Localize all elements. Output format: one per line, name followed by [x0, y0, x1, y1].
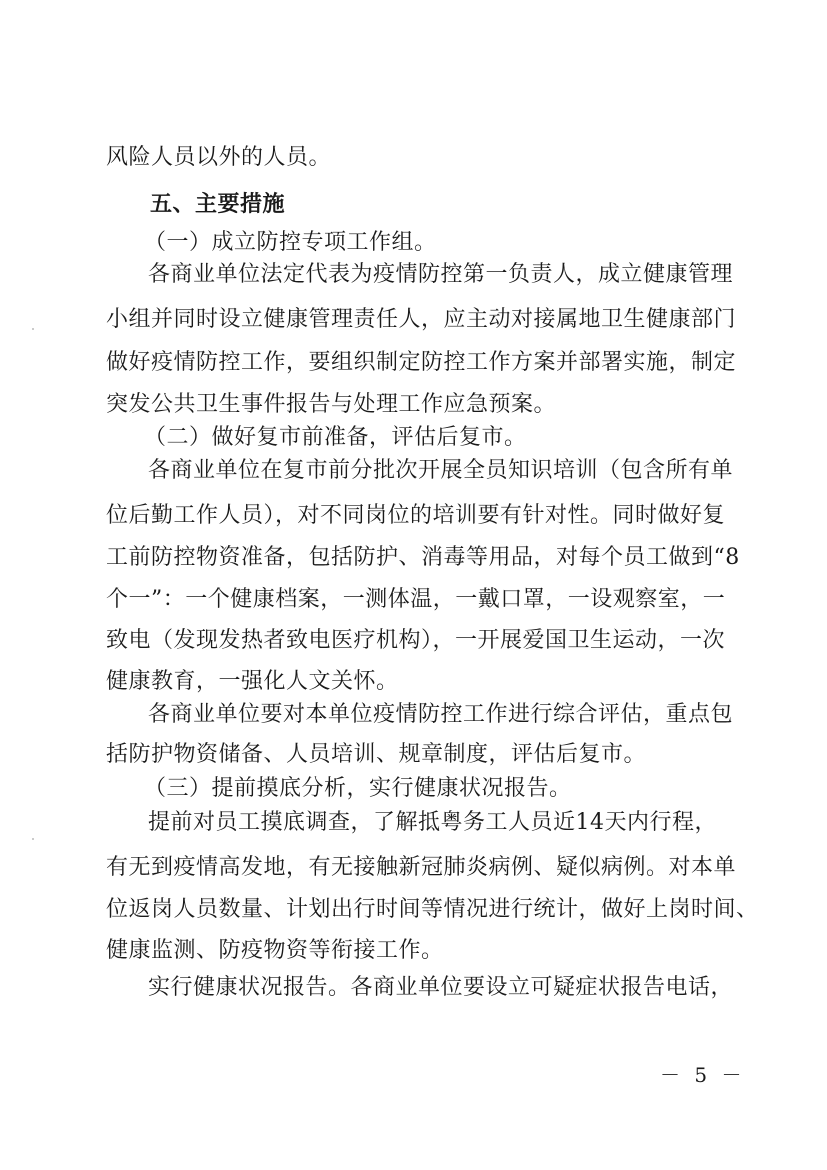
body-line: 提前对员工摸底调查，了解抵粤务工人员近14天内行程，: [148, 810, 717, 835]
body-line: 致电（发现发热者致电医疗机构），一开展爱国卫生运动，一次: [106, 628, 726, 653]
body-line: 个一”：一个健康档案，一测体温，一戴口罩，一设观察室，一: [106, 587, 726, 612]
page-number: － 5 －: [660, 1063, 746, 1087]
section-heading: 五、主要措施: [150, 192, 286, 217]
subsection-heading: （一）成立防控专项工作组。: [144, 230, 437, 255]
subsection-heading: （二）做好复市前准备，评估后复市。: [144, 425, 527, 450]
body-line: 工前防控物资准备，包括防护、消毒等用品，对每个员工做到“8: [106, 545, 740, 570]
body-line: 突发公共卫生事件报告与处理工作应急预案。: [106, 392, 557, 417]
body-line: 做好疫情防控工作，要组织制定防控工作方案并部署实施，制定: [106, 350, 737, 375]
body-line: 位返岗人员数量、计划出行时间等情况进行统计，做好上岗时间、: [106, 897, 759, 922]
body-line: 有无到疫情高发地，有无接触新冠肺炎病例、疑似病例。对本单: [106, 855, 737, 880]
body-line: 健康教育，一强化人文关怀。: [106, 669, 399, 694]
body-line: 各商业单位要对本单位疫情防控工作进行综合评估，重点包: [148, 702, 734, 727]
body-line: 实行健康状况报告。各商业单位要设立可疑症状报告电话，: [148, 975, 734, 1000]
body-line: 健康监测、防疫物资等衔接工作。: [106, 938, 444, 963]
subsection-heading: （三）提前摸底分析，实行健康状况报告。: [144, 776, 572, 801]
body-line: 括防护物资储备、人员培训、规章制度，评估后复市。: [106, 742, 647, 767]
body-line: 小组并同时设立健康管理责任人，应主动对接属地卫生健康部门: [106, 307, 737, 332]
body-line: 风险人员以外的人员。: [106, 145, 332, 170]
body-line: 位后勤工作人员），对不同岗位的培训要有针对性。同时做好复: [106, 503, 726, 528]
body-line: 各商业单位在复市前分批次开展全员知识培训（包含所有单: [148, 458, 734, 483]
body-line: 各商业单位法定代表为疫情防控第一负责人，成立健康管理: [148, 262, 734, 287]
